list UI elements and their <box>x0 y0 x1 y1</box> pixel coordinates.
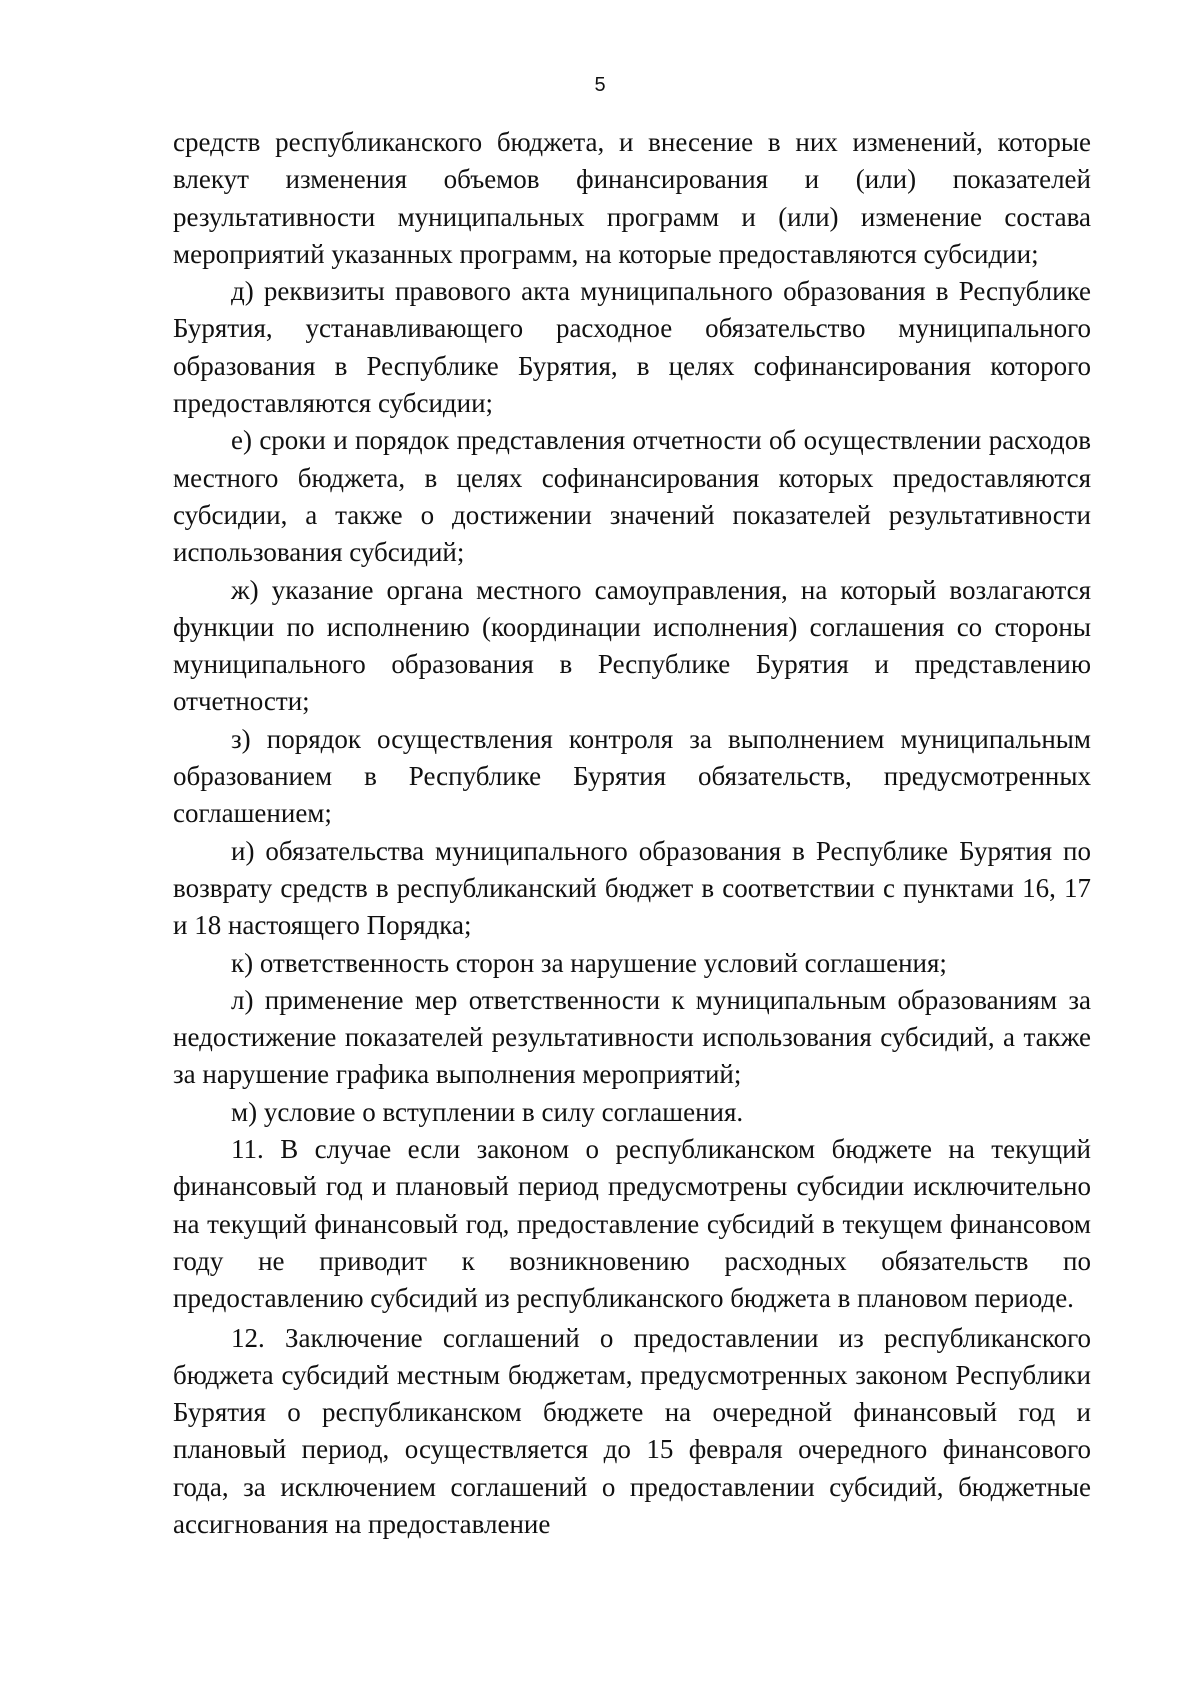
paragraph-continuation: средств республиканского бюджета, и внесение в них изменений, которые влекут изменения объемов финансирования и (или) показателей результативности муниципальных программ и (или) изменение состава мероприятий указанных программ, на которые предоставляются субсидии; <box>173 127 1091 269</box>
paragraph-item-m: м) условие о вступлении в силу соглашения. <box>231 1096 744 1127</box>
paragraph-item-l: л) применение мер ответственности к муниципальным образованиям за недостижение показателей результативности использования субсидий, а также за нарушение графика выполнения мероприятий; <box>173 984 1091 1090</box>
paragraph-item-i: и) обязательства муниципального образования в Республике Бурятия по возврату средств в республиканский бюджет в соответствии с пунктами 16, 17 и 18 настоящего Порядка; <box>173 835 1091 941</box>
document-body <box>173 124 1091 1543</box>
paragraph-item-k: к) ответственность сторон за нарушение условий соглашения; <box>231 947 947 978</box>
paragraph-item-z: з) порядок осуществления контроля за выполнением муниципальным образованием в Республике Бурятия обязательств, предусмотренных соглашением; <box>173 723 1091 829</box>
paragraph-clause-12: 12. Заключение соглашений о предоставлении из республиканского бюджета субсидий местным бюджетам, предусмотренных законом Республики Бурятия о республиканском бюджете на очередной финансовый год и плановый период, осуществляется до 15 февраля очередного финансового года, за исключением соглашений о предоставлении субсидий, бюджетные ассигнования на предоставление <box>173 1322 1091 1539</box>
page-number: 5 <box>594 74 606 96</box>
paragraph-clause-11: 11. В случае если законом о республиканском бюджете на текущий финансовый год и плановый период предусмотрены субсидии исключительно на текущий финансовый год, предоставление субсидий в текущем финансовом году не приводит к возникновению расходных обязательств по предоставлению субсидий из республиканского бюджета в плановом периоде. <box>173 1134 1091 1314</box>
paragraph-item-d: д) реквизиты правового акта муниципального образования в Республике Бурятия, устанавливающего расходное обязательство муниципального образования в Республике Бурятия, в целях софинансирования которого предоставляются субсидии; <box>173 276 1091 419</box>
paragraph-item-e: е) сроки и порядок представления отчетности об осуществлении расходов местного бюджета, в целях софинансирования которых предоставляются субсидии, а также о достижении значений показателей результативности использования субсидий; <box>173 425 1091 568</box>
paragraph-item-zh: ж) указание органа местного самоуправления, на который возлагаются функции по исполнению (координации исполнения) соглашения со стороны муниципального образования в Республике Бурятия и представлению отчетности; <box>173 574 1091 717</box>
